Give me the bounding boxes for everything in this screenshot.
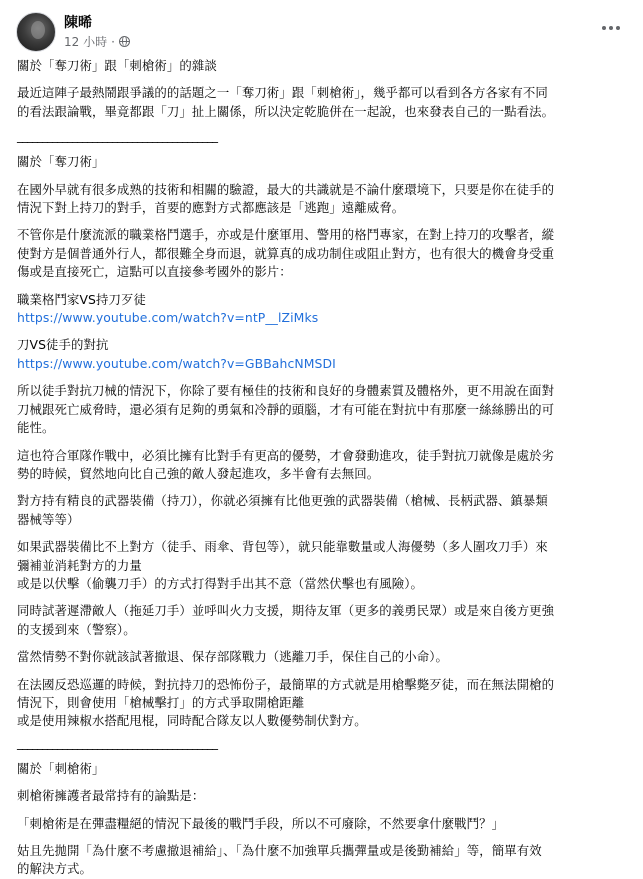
- paragraph-line: 傷或是直接死亡，這點可以直接參考國外的影片：: [17, 264, 292, 280]
- paragraph-line: 在國外早就有很多成熟的技術和相關的驗證，最大的共識就是不論什麼環境下，只要是你在徒手的: [17, 181, 555, 197]
- paragraph-line: 情況下，則會使用「槍械擊打」的方式爭取開槍距離: [17, 694, 305, 710]
- paragraph-line: 情況下對上持刀的對手，首要的應對方式都應該是「逃跑」遠離威脅。: [17, 200, 405, 216]
- paragraph-line: 刺槍術擁護者最常持有的論點是：: [17, 788, 205, 804]
- paragraph-line: 的解決方式。: [17, 861, 92, 877]
- paragraph-line: 當然情勢不對你就該試著撤退、保存部隊戰力（逃離刀手，保住自己的小命）。: [17, 649, 448, 665]
- post-meta: [64, 33, 130, 50]
- paragraph-line: 對方持有精良的武器裝備（持刀），你就必須擁有比他更強的武器裝備（槍械、長柄武器、鎮暴類: [17, 493, 548, 509]
- video-link[interactable]: https://www.youtube.com/watch?v=ntP__lZiMks: [17, 310, 319, 326]
- meta-separator: ·: [111, 34, 115, 49]
- paragraph-line: 在法國反恐巡邏的時候，對抗持刀的恐怖份子，最簡單的方式就是用槍擊斃歹徒，而在無法開槍的: [17, 676, 555, 692]
- paragraph-line: 的支援到來（警察）。: [17, 621, 136, 637]
- divider: ________________________________________: [17, 129, 217, 144]
- paragraph-line: 能性。: [17, 420, 55, 436]
- intro-line: 最近這陣子最熱鬧跟爭議的的話題之一「奪刀術」跟「刺槍術」，幾乎都可以看到各方各家有不同: [17, 85, 548, 101]
- paragraph-line: 如果武器裝備比不上對方（徒手、雨傘、背包等），就只能靠數量或人海優勢（多人圍攻刀手）來: [17, 539, 548, 555]
- paragraph-line: 或是使用辣椒水搭配甩棍，同時配合隊友以人數優勢制伏對方。: [17, 713, 367, 729]
- section-title: 關於「刺槍術」: [17, 760, 105, 776]
- intro-line: 的看法跟論戰，畢竟都跟「刀」扯上關係，所以決定乾脆併在一起說，也來發表自己的一點看法。: [17, 103, 555, 119]
- paragraph-line: 所以徒手對抗刀械的情況下，你除了要有極佳的技術和良好的身體素質及體格外，更不用說在面對: [17, 383, 555, 399]
- more-horizontal-icon: [602, 26, 606, 30]
- paragraph-line: 不管你是什麼流派的職業格鬥選手，亦或是什麼軍用、警用的格鬥專家，在對上持刀的攻擊者，縱: [17, 227, 555, 243]
- video-link[interactable]: https://www.youtube.com/watch?v=GBBahcNMSDI: [17, 355, 336, 371]
- divider: ________________________________________: [17, 735, 217, 750]
- post-title: 關於「奪刀術」跟「刺槍術」的雜談: [17, 58, 217, 73]
- video-label: 刀VS徒手的對抗: [17, 337, 109, 353]
- paragraph-line: 同時試著遲滯敵人（拖延刀手）並呼叫火力支援，期待友軍（更多的義勇民眾）或是來自後方更強: [17, 603, 555, 619]
- paragraph-line: 姑且先拋開「為什麼不考慮撤退補給」、「為什麼不加強單兵攜彈量或是後勤補給」等，簡單有效: [17, 843, 542, 858]
- paragraph-line: 「刺槍術是在彈盡糧絕的情況下最後的戰鬥手段，所以不可廢除，不然要拿什麼戰鬥？」: [17, 815, 505, 831]
- post-time[interactable]: 12 小時: [64, 35, 108, 49]
- paragraph-line: 器械等等）: [17, 511, 80, 527]
- paragraph-line: 彌補並消耗對方的力量: [17, 557, 142, 573]
- more-options-button[interactable]: [595, 14, 627, 42]
- post-header: [16, 10, 627, 56]
- paragraph-line: 或是以伏擊（偷襲刀手）的方式打得對手出其不意（當然伏擊也有風險）。: [17, 575, 423, 591]
- video-label: 職業格鬥家VS持刀歹徒: [17, 291, 146, 307]
- post-body: [17, 57, 625, 879]
- avatar[interactable]: [16, 12, 56, 52]
- section-title: 關於「奪刀術」: [17, 154, 105, 170]
- paragraph-line: 使對方是個普通外行人，都很難全身而退，就算真的成功制住或阻止對方，也有很大的機會身受重: [17, 245, 555, 261]
- paragraph-line: 勢的時候，貿然地向比自己強的敵人發起進攻，多半會有去無回。: [17, 465, 380, 481]
- paragraph-line: 刀械跟死亡威脅時，還必須有足夠的勇氣和冷靜的頭腦，才有可能在對抗中有那麼一絲絲勝出的可: [17, 401, 555, 417]
- globe-icon: [119, 36, 130, 47]
- author-name[interactable]: 陳晞: [64, 15, 92, 31]
- paragraph-line: 這也符合軍隊作戰中，必須比擁有比對手有更高的優勢，才會發動進攻，徒手對抗刀就像是處於劣: [17, 447, 555, 463]
